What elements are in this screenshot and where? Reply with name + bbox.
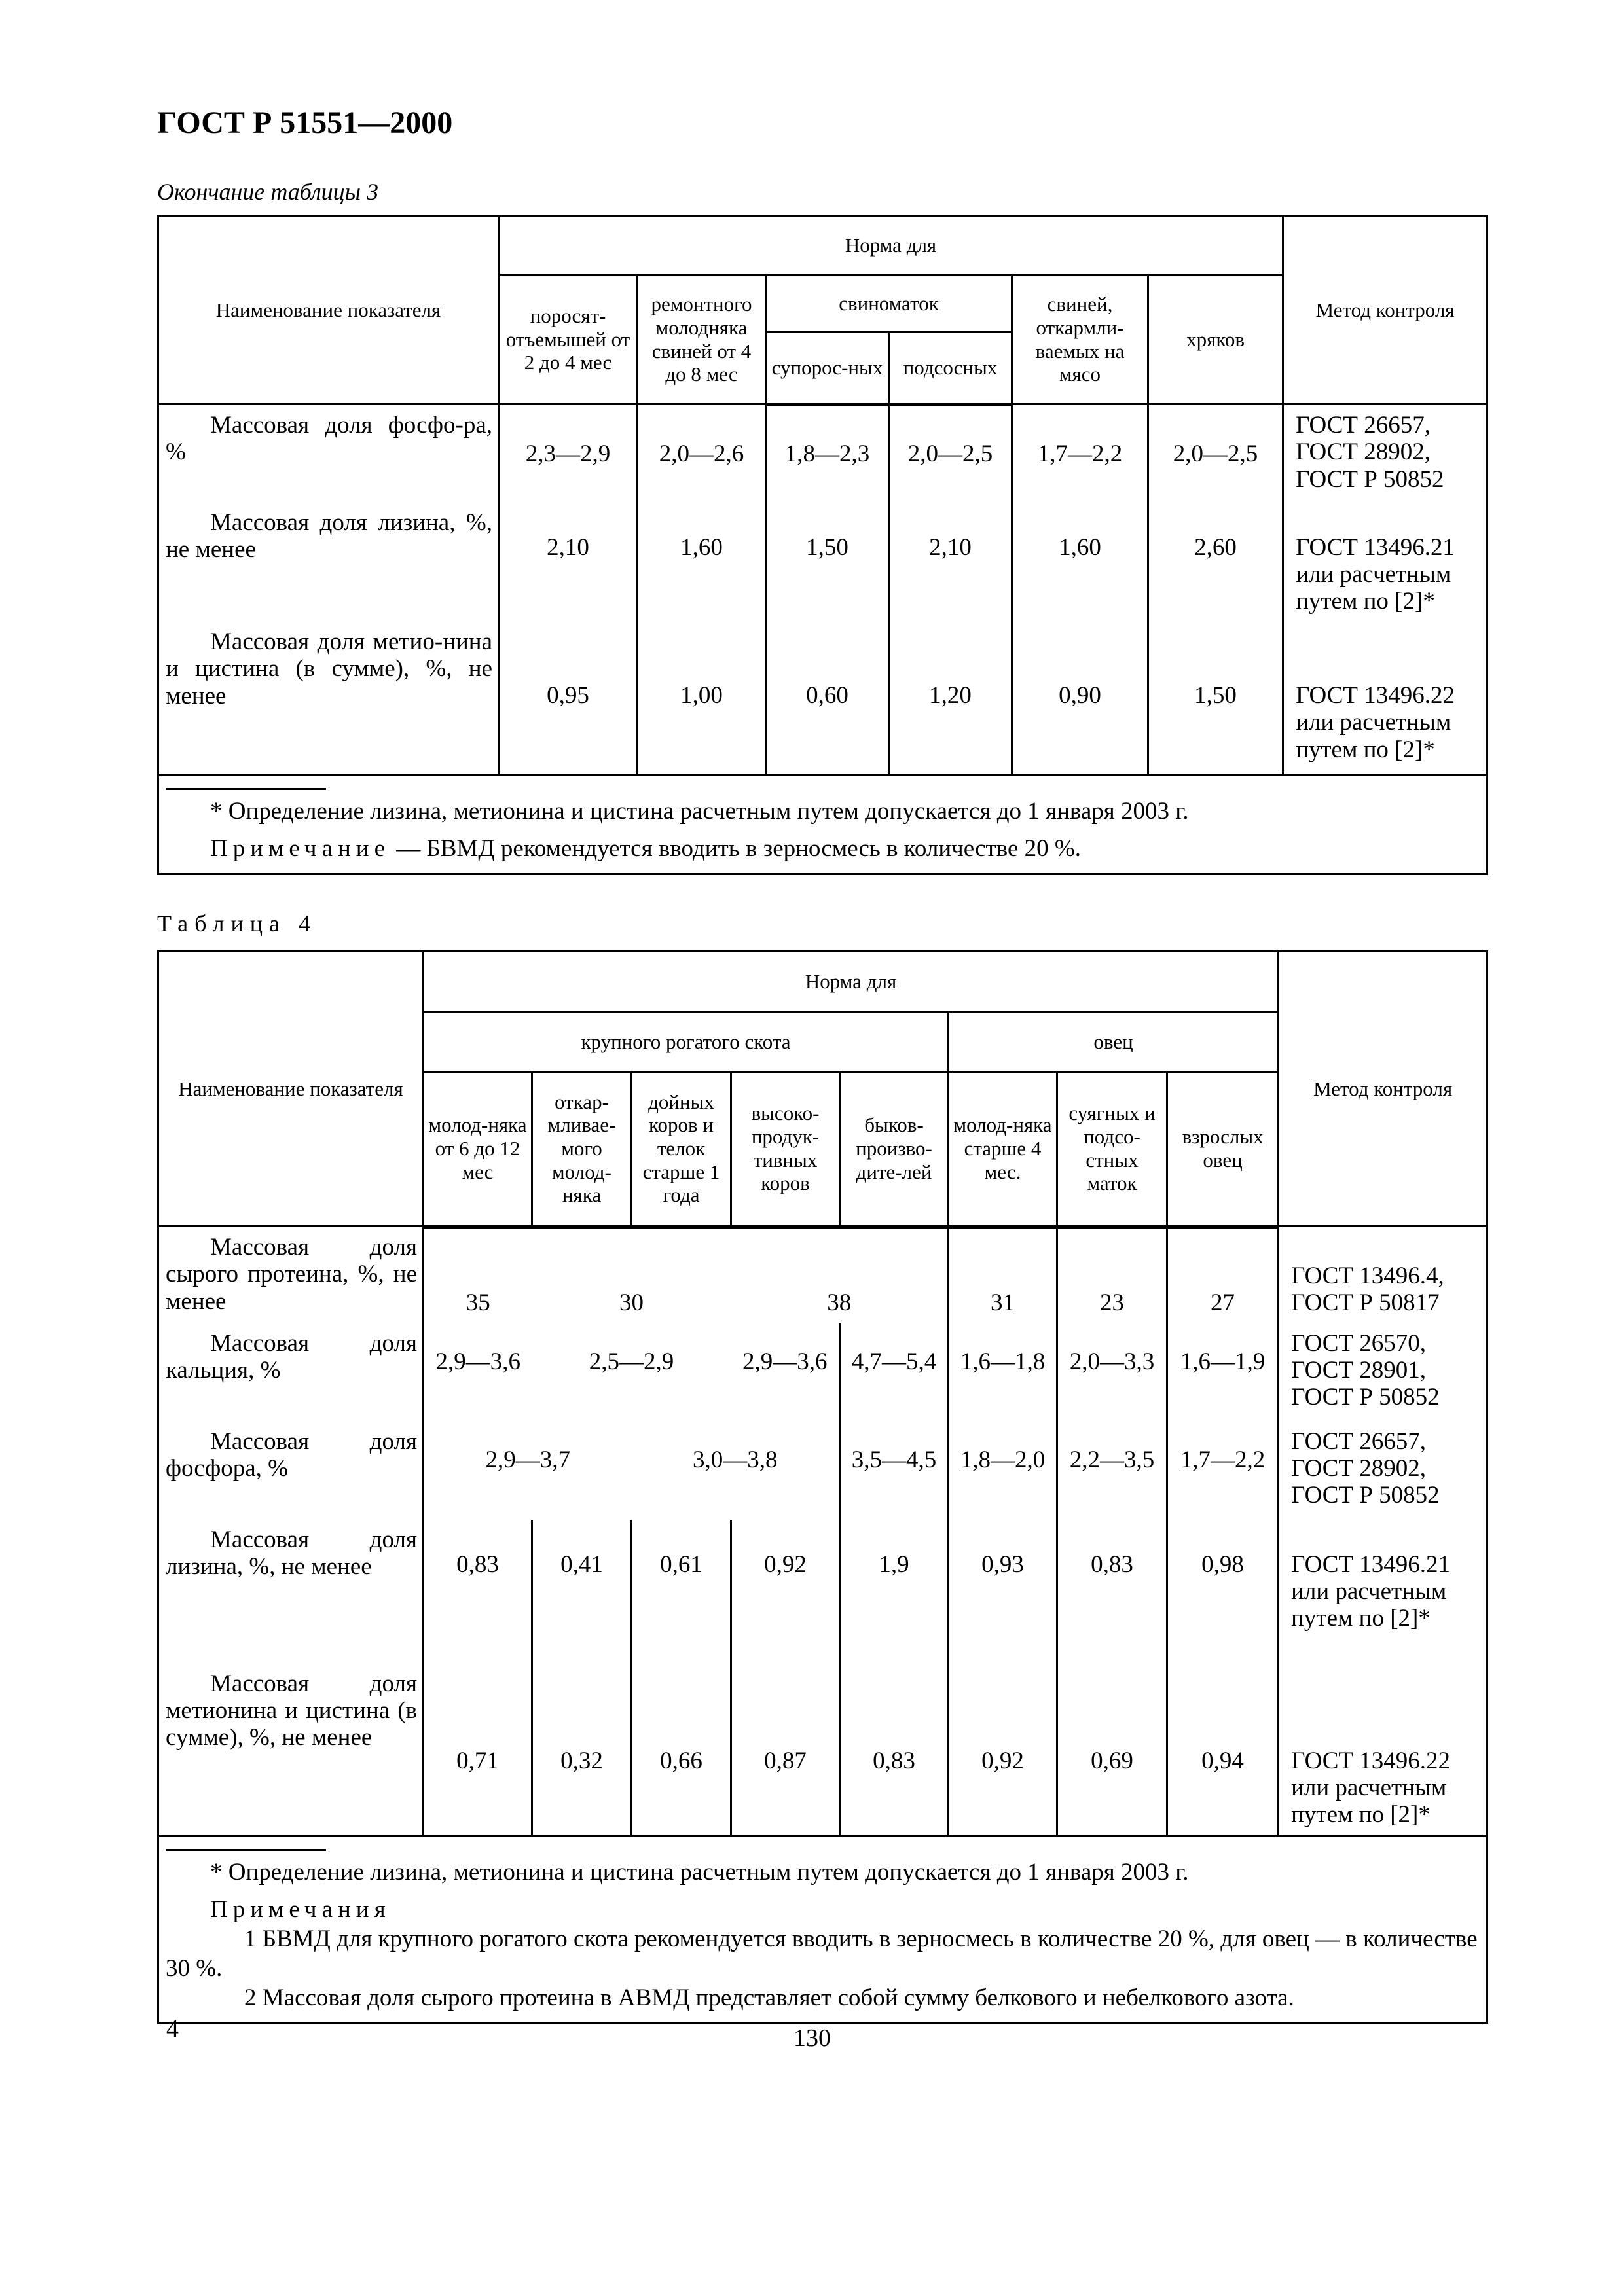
- table-row: [158, 622, 1487, 776]
- table-row: [158, 1323, 1487, 1422]
- table4-header-dairy: дойных коров и телок старше 1 года: [632, 1072, 731, 1227]
- table3-header-lactating: подсосных: [889, 332, 1012, 404]
- cell-value: 0,90: [1012, 622, 1148, 776]
- cell-value: 0,71: [424, 1651, 532, 1837]
- cell-value: 1,6—1,9: [1167, 1323, 1279, 1422]
- table4-note-2: 2 Массовая доля сырого протеина в АВМД представляет собой сумму белкового и небелкового азота.: [244, 1984, 1294, 2012]
- cell-method: ГОСТ 26657, ГОСТ 28902, ГОСТ Р 50852: [1279, 1422, 1487, 1520]
- row-name: Массовая доля фосфо-ра, %: [166, 412, 492, 466]
- table4-header-highprod: высоко-продук-тивных коров: [731, 1072, 840, 1227]
- cell-value: 1,6—1,8: [949, 1323, 1057, 1422]
- cell-value: 2,0—2,5: [1148, 404, 1283, 503]
- cell-value: 27: [1167, 1227, 1279, 1323]
- table4-note-1: 1 БВМД для крупного рогатого скота рекомендуется вводить в зерносмесь в количестве 20 %, для овец — в количестве 30 %.: [166, 1926, 1478, 1982]
- cell-value: 2,5—2,9: [589, 1348, 674, 1375]
- cell-value: 2,0—2,6: [638, 404, 766, 503]
- cell-value: 31: [949, 1227, 1057, 1323]
- table4-header-sheep: овец: [949, 1012, 1279, 1072]
- cell-value: 1,7—2,2: [1167, 1422, 1279, 1520]
- cell-method: ГОСТ 26657, ГОСТ 28902, ГОСТ Р 50852: [1283, 404, 1487, 503]
- cell-value: 1,7—2,2: [1012, 404, 1148, 503]
- table4-header-method: Метод контроля: [1279, 952, 1487, 1227]
- table-row: [158, 1651, 1487, 1837]
- cell-value: 0,92: [949, 1651, 1057, 1837]
- cell-value: 0,87: [731, 1651, 840, 1837]
- cell-value: 1,9: [840, 1520, 949, 1651]
- table3-caption: Окончание таблицы 3: [157, 179, 379, 205]
- row-name: Массовая доля фосфора, %: [166, 1427, 417, 1482]
- cell-value: 1,00: [638, 622, 766, 776]
- table4-header-young: молод-няка от 6 до 12 мес: [424, 1072, 532, 1227]
- cell-value: 0,98: [1167, 1520, 1279, 1651]
- cell-value: 2,9—3,7: [424, 1422, 632, 1520]
- table4-header-young-sheep: молод-няка старше 4 мес.: [949, 1072, 1057, 1227]
- table3-header-norm: Норма для: [499, 216, 1283, 275]
- cell-value: 2,2—3,5: [1057, 1422, 1167, 1520]
- table-row: [158, 1227, 1487, 1323]
- cell-value: 2,9—3,6: [424, 1323, 532, 1422]
- cell-method: ГОСТ 13496.22 или расчетным путем по [2]*: [1283, 622, 1487, 776]
- cell-value: 1,8—2,0: [949, 1422, 1057, 1520]
- table3-header-piglets: поросят-отъемышей от 2 до 4 мес: [499, 275, 638, 404]
- table4-header-ewes: суягных и подсо-стных маток: [1057, 1072, 1167, 1227]
- cell-value: 1,8—2,3: [766, 404, 889, 503]
- cell-value: 0,66: [632, 1651, 731, 1837]
- footnote-separator: [166, 1849, 326, 1851]
- cell-value: 0,83: [424, 1520, 532, 1651]
- table4: [157, 950, 1488, 2024]
- table3-header-sows: свиноматок: [766, 275, 1012, 332]
- cell-value: 2,10: [889, 503, 1012, 622]
- cell-value: 0,94: [1167, 1651, 1279, 1837]
- cell-value: 0,83: [840, 1651, 949, 1837]
- table4-header-adult-sheep: взрослых овец: [1167, 1072, 1279, 1227]
- cell-value: 0,32: [532, 1651, 632, 1837]
- cell-value: 2,9—3,6: [731, 1323, 840, 1422]
- table3-header-name: Наименование показателя: [158, 216, 499, 404]
- table3-notes: [158, 776, 1487, 874]
- cell-value: 0,69: [1057, 1651, 1167, 1837]
- table4-caption: Таблица 4: [157, 910, 317, 937]
- table3-header-boars: хряков: [1148, 275, 1283, 404]
- table-row: [158, 404, 1487, 503]
- cell-value: 0,41: [532, 1520, 632, 1651]
- table3-footnote: * Определение лизина, метионина и цистина расчетным путем допускается до 1 января 2003 г.: [210, 798, 1189, 825]
- cell-value: 2,10: [499, 503, 638, 622]
- cell-value: 0,95: [499, 622, 638, 776]
- page-number: 130: [793, 2024, 831, 2052]
- cell-value: 3,0—3,8: [632, 1422, 840, 1520]
- note-text: — БВМД рекомендуется вводить в зерносмесь в количестве 20 %.: [390, 835, 1081, 863]
- page-left-number: 4: [166, 2015, 179, 2043]
- cell-value: 3,5—4,5: [840, 1422, 949, 1520]
- table-row: [158, 1520, 1487, 1651]
- row-name: Массовая доля сырого протеина, %, не менее: [166, 1234, 417, 1315]
- table3-header-repair: ремонтного молодняка свиней от 4 до 8 мес: [638, 275, 766, 404]
- row-name: Массовая доля лизина, %, не менее: [166, 509, 492, 563]
- table4-header-fattening: откар-мливае-мого молод-няка: [532, 1072, 632, 1227]
- table3: [157, 215, 1488, 875]
- cell-value: 0,83: [1057, 1520, 1167, 1651]
- notes-label: Примечания: [210, 1895, 391, 1923]
- cell-value: 30: [619, 1289, 644, 1317]
- cell-value: 2,0—2,5: [889, 404, 1012, 503]
- note-label: Примечание: [210, 835, 390, 863]
- table4-notes: [158, 1836, 1487, 2023]
- table-row: [158, 503, 1487, 622]
- table3-header-method: Метод контроля: [1283, 216, 1487, 404]
- cell-value: 4,7—5,4: [840, 1323, 949, 1422]
- cell-value: 2,0—3,3: [1057, 1323, 1167, 1422]
- cell-value: 0,60: [766, 622, 889, 776]
- table3-note: [166, 834, 1480, 863]
- cell-value: 2,3—2,9: [499, 404, 638, 503]
- table4-header-bulls: быков-произво-дите-лей: [840, 1072, 949, 1227]
- cell-value: 23: [1057, 1227, 1167, 1323]
- cell-value: 1,60: [638, 503, 766, 622]
- cell-value: 0,92: [731, 1520, 840, 1651]
- cell-value: 1,50: [1148, 622, 1283, 776]
- cell-method: ГОСТ 26570, ГОСТ 28901, ГОСТ Р 50852: [1279, 1323, 1487, 1422]
- row-name: Массовая доля кальция, %: [166, 1329, 417, 1384]
- table4-header-cattle: крупного рогатого скота: [424, 1012, 949, 1072]
- cell-value: 35: [424, 1227, 532, 1323]
- document-header: ГОСТ Р 51551—2000: [157, 105, 453, 140]
- cell-value: 1,50: [766, 503, 889, 622]
- cell-method: ГОСТ 13496.21 или расчетным путем по [2]*: [1283, 503, 1487, 622]
- table4-footnote: * Определение лизина, метионина и цистина расчетным путем допускается до 1 января 2003 г.: [210, 1858, 1189, 1886]
- cell-value: 1,20: [889, 622, 1012, 776]
- cell-value: 1,60: [1012, 503, 1148, 622]
- footnote-separator: [166, 788, 326, 790]
- table3-header-pregnant: супорос-ных: [766, 332, 889, 404]
- row-name: Массовая доля метио-нина и цистина (в сумме), %, не менее: [166, 628, 492, 709]
- cell-method: ГОСТ 13496.4, ГОСТ Р 50817: [1279, 1227, 1487, 1323]
- cell-method: ГОСТ 13496.21 или расчетным путем по [2]*: [1279, 1520, 1487, 1651]
- row-name: Массовая доля лизина, %, не менее: [166, 1526, 417, 1580]
- table4-header-norm: Норма для: [424, 952, 1279, 1012]
- table3-header-fattening: свиней, откармли-ваемых на мясо: [1012, 275, 1148, 404]
- cell-value: 0,93: [949, 1520, 1057, 1651]
- table4-header-name: Наименование показателя: [158, 952, 424, 1227]
- table-row: [158, 1422, 1487, 1520]
- cell-value: 2,60: [1148, 503, 1283, 622]
- cell-value: 38: [731, 1227, 949, 1323]
- row-name: Массовая доля метионина и цистина (в сумме), %, не менее: [166, 1670, 417, 1751]
- cell-value: 0,61: [632, 1520, 731, 1651]
- cell-method: ГОСТ 13496.22 или расчетным путем по [2]*: [1279, 1651, 1487, 1837]
